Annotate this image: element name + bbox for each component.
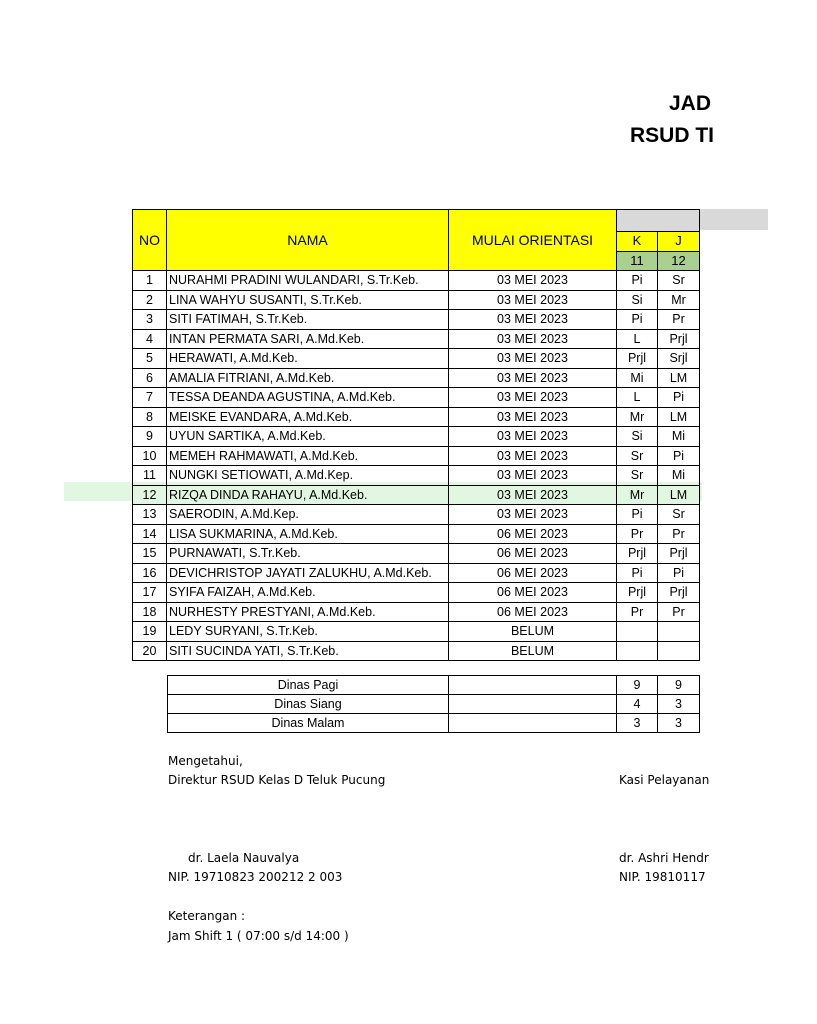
summary-count: 3 <box>658 714 700 733</box>
mengetahui-label: Mengetahui, <box>168 754 243 768</box>
row-start-date: 03 MEI 2023 <box>449 310 617 330</box>
row-shift: Pr <box>658 524 700 544</box>
row-number: 7 <box>133 388 167 408</box>
row-start-date: 03 MEI 2023 <box>449 466 617 486</box>
row-shift: Prjl <box>617 349 658 369</box>
summary-table <box>167 675 700 733</box>
day-name: K <box>617 232 658 252</box>
signer-right-nip: NIP. 19810117 <box>619 870 706 884</box>
row-name: SITI FATIMAH, S.Tr.Keb. <box>167 310 449 330</box>
row-name: MEISKE EVANDARA, A.Md.Keb. <box>167 407 449 427</box>
row-shift: Sr <box>658 271 700 291</box>
signer-left-name: dr. Laela Nauvalya <box>188 851 300 865</box>
row-start-date: 03 MEI 2023 <box>449 290 617 310</box>
day-name: J <box>658 232 700 252</box>
signer-left-nip: NIP. 19710823 200212 2 003 <box>168 870 343 884</box>
row-name: TESSA DEANDA AGUSTINA, A.Md.Keb. <box>167 388 449 408</box>
table-row <box>133 290 700 310</box>
table-row <box>133 583 700 603</box>
row-start-date: 03 MEI 2023 <box>449 407 617 427</box>
table-row <box>133 485 700 505</box>
header-no: NO <box>133 210 167 271</box>
day-number: 12 <box>658 251 700 271</box>
summary-count: 9 <box>617 676 658 695</box>
row-number: 18 <box>133 602 167 622</box>
row-shift: Mi <box>617 368 658 388</box>
row-shift: Pi <box>658 563 700 583</box>
row-number: 1 <box>133 271 167 291</box>
row-shift: Mi <box>658 427 700 447</box>
signer-right-name: dr. Ashri Hendr <box>619 851 709 865</box>
row-shift: Prjl <box>617 544 658 564</box>
row-start-date: 03 MEI 2023 <box>449 368 617 388</box>
table-row <box>133 427 700 447</box>
row-start-date: 03 MEI 2023 <box>449 271 617 291</box>
table-row <box>133 407 700 427</box>
row-shift: Pi <box>617 505 658 525</box>
row-name: DEVICHRISTOP JAYATI ZALUKHU, A.Md.Keb. <box>167 563 449 583</box>
row-name: RIZQA DINDA RAHAYU, A.Md.Keb. <box>167 485 449 505</box>
table-row <box>133 466 700 486</box>
summary-count: 3 <box>617 714 658 733</box>
row-shift: Pi <box>617 271 658 291</box>
header-nama: NAMA <box>167 210 449 271</box>
row-shift: Pi <box>617 310 658 330</box>
row-number: 17 <box>133 583 167 603</box>
row-shift: Srjl <box>658 349 700 369</box>
row-start-date: 06 MEI 2023 <box>449 563 617 583</box>
row-shift: Sr <box>617 446 658 466</box>
row-start-date: 03 MEI 2023 <box>449 485 617 505</box>
row-start-date: 03 MEI 2023 <box>449 349 617 369</box>
row-shift: Mr <box>617 407 658 427</box>
summary-row <box>168 676 700 695</box>
row-name: NUNGKI SETIOWATI, A.Md.Kep. <box>167 466 449 486</box>
day-number: 11 <box>617 251 658 271</box>
row-shift: Pi <box>658 446 700 466</box>
row-name: LINA WAHYU SUSANTI, S.Tr.Keb. <box>167 290 449 310</box>
row-name: SAERODIN, A.Md.Kep. <box>167 505 449 525</box>
summary-count: 9 <box>658 676 700 695</box>
row-name: LEDY SURYANI, S.Tr.Keb. <box>167 622 449 642</box>
row-name: NURAHMI PRADINI WULANDARI, S.Tr.Keb. <box>167 271 449 291</box>
summary-row <box>168 695 700 714</box>
table-row <box>133 271 700 291</box>
row-shift: Mi <box>658 466 700 486</box>
row-shift: Prjl <box>658 544 700 564</box>
row-shift: L <box>617 329 658 349</box>
row-start-date: BELUM <box>449 641 617 661</box>
month-header <box>617 210 700 232</box>
row-number: 11 <box>133 466 167 486</box>
header-mulai: MULAI ORIENTASI <box>449 210 617 271</box>
row-number: 8 <box>133 407 167 427</box>
row-shift: Pr <box>617 602 658 622</box>
table-row <box>133 368 700 388</box>
shift-info: Jam Shift 1 ( 07:00 s/d 14:00 ) <box>168 929 349 943</box>
row-shift <box>617 641 658 661</box>
summary-label: Dinas Pagi <box>168 676 449 695</box>
row-number: 4 <box>133 329 167 349</box>
table-row <box>133 446 700 466</box>
row-name: SITI SUCINDA YATI, S.Tr.Keb. <box>167 641 449 661</box>
table-row <box>133 544 700 564</box>
row-name: UYUN SARTIKA, A.Md.Keb. <box>167 427 449 447</box>
row-start-date: 06 MEI 2023 <box>449 583 617 603</box>
row-name: SYIFA FAIZAH, A.Md.Keb. <box>167 583 449 603</box>
table-row <box>133 329 700 349</box>
row-shift: Pr <box>617 524 658 544</box>
row-number: 20 <box>133 641 167 661</box>
table-row <box>133 505 700 525</box>
summary-label: Dinas Siang <box>168 695 449 714</box>
row-shift: Si <box>617 290 658 310</box>
row-name: INTAN PERMATA SARI, A.Md.Keb. <box>167 329 449 349</box>
row-number: 14 <box>133 524 167 544</box>
row-number: 19 <box>133 622 167 642</box>
row-name: AMALIA FITRIANI, A.Md.Keb. <box>167 368 449 388</box>
row-start-date: 03 MEI 2023 <box>449 505 617 525</box>
row-shift: Pr <box>658 310 700 330</box>
summary-label: Dinas Malam <box>168 714 449 733</box>
row-number: 3 <box>133 310 167 330</box>
row-shift: Pr <box>658 602 700 622</box>
row-shift: Mr <box>658 290 700 310</box>
row-name: MEMEH RAHMAWATI, A.Md.Keb. <box>167 446 449 466</box>
row-name: PURNAWATI, S.Tr.Keb. <box>167 544 449 564</box>
row-shift: Si <box>617 427 658 447</box>
table-row <box>133 622 700 642</box>
row-number: 16 <box>133 563 167 583</box>
row-shift: LM <box>658 485 700 505</box>
summary-row <box>168 714 700 733</box>
table-row <box>133 563 700 583</box>
row-shift: LM <box>658 407 700 427</box>
row-number: 6 <box>133 368 167 388</box>
table-row <box>133 524 700 544</box>
row-shift: L <box>617 388 658 408</box>
row-number: 10 <box>133 446 167 466</box>
table-row <box>133 349 700 369</box>
row-shift: Pi <box>658 388 700 408</box>
page-title: JAD <box>669 92 712 115</box>
row-number: 5 <box>133 349 167 369</box>
row-shift: LM <box>658 368 700 388</box>
kasi-title: Kasi Pelayanan <box>619 773 710 787</box>
row-shift: Prjl <box>658 583 700 603</box>
row-start-date: 06 MEI 2023 <box>449 544 617 564</box>
row-shift <box>658 622 700 642</box>
row-start-date: 06 MEI 2023 <box>449 602 617 622</box>
table-row <box>133 310 700 330</box>
table-row <box>133 602 700 622</box>
row-shift: Sr <box>658 505 700 525</box>
row-shift: Sr <box>617 466 658 486</box>
row-start-date: 03 MEI 2023 <box>449 329 617 349</box>
row-shift: Mr <box>617 485 658 505</box>
row-name: HERAWATI, A.Md.Keb. <box>167 349 449 369</box>
page-subtitle: RSUD TI <box>630 124 714 147</box>
row-shift <box>658 641 700 661</box>
summary-empty <box>449 695 617 714</box>
row-start-date: BELUM <box>449 622 617 642</box>
summary-count: 4 <box>617 695 658 714</box>
direktur-title: Direktur RSUD Kelas D Teluk Pucung <box>168 773 386 787</box>
row-number: 15 <box>133 544 167 564</box>
row-start-date: 03 MEI 2023 <box>449 388 617 408</box>
table-row <box>133 641 700 661</box>
summary-empty <box>449 714 617 733</box>
row-number: 2 <box>133 290 167 310</box>
row-shift: Prjl <box>617 583 658 603</box>
keterangan-label: Keterangan : <box>168 909 246 923</box>
row-shift: Pi <box>617 563 658 583</box>
summary-empty <box>449 676 617 695</box>
row-number: 12 <box>133 485 167 505</box>
row-number: 13 <box>133 505 167 525</box>
row-shift <box>617 622 658 642</box>
summary-count: 3 <box>658 695 700 714</box>
row-start-date: 03 MEI 2023 <box>449 427 617 447</box>
row-shift: Prjl <box>658 329 700 349</box>
row-number: 9 <box>133 427 167 447</box>
table-row <box>133 388 700 408</box>
row-start-date: 03 MEI 2023 <box>449 446 617 466</box>
row-name: NURHESTY PRESTYANI, A.Md.Keb. <box>167 602 449 622</box>
schedule-table <box>132 209 700 661</box>
row-start-date: 06 MEI 2023 <box>449 524 617 544</box>
row-name: LISA SUKMARINA, A.Md.Keb. <box>167 524 449 544</box>
